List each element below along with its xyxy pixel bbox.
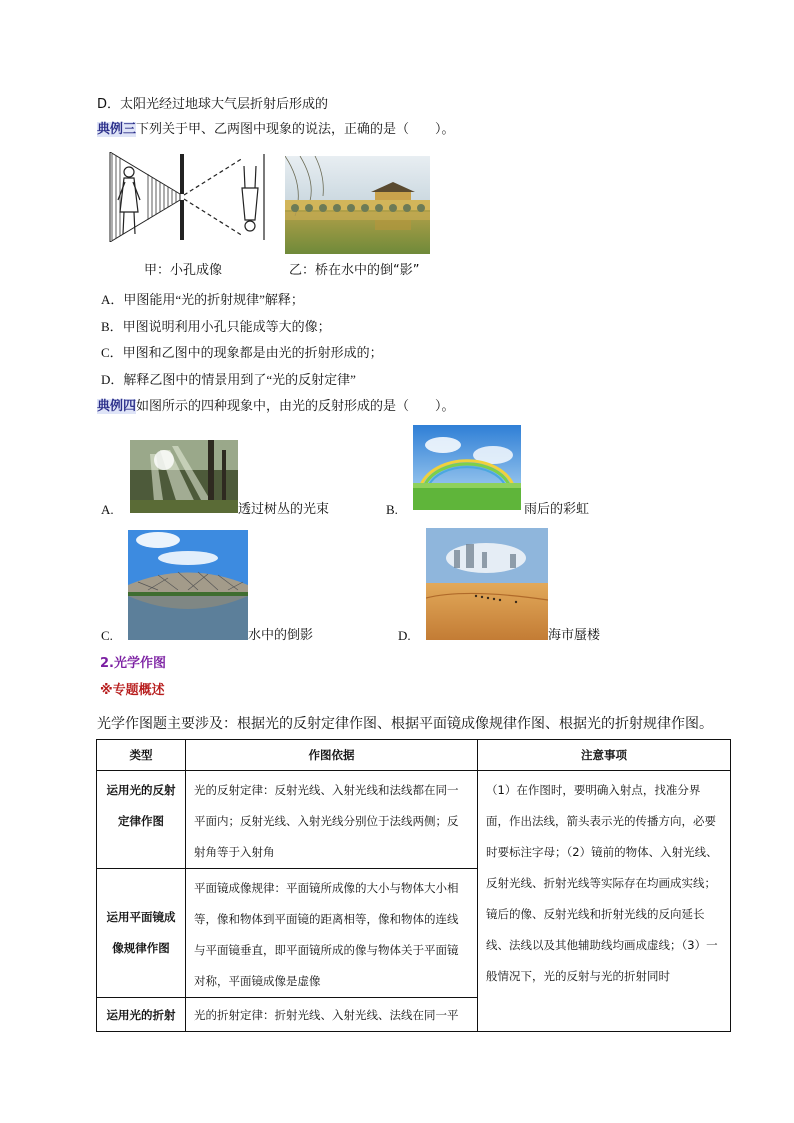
ex4-item-a-caption: 透过树丛的光束 [238,502,330,517]
water-reflection-photo [128,530,248,640]
row-2-basis: 平面镜成像规律：平面镜所成像的大小与物体大小相等，像和物体到平面镜的距离相等，像和物体的连线与平面镜垂直，即平面镜所成的像与物体关于平面镜对称，平面镜成像是虚像 [186,869,478,998]
table-header-row [97,740,731,771]
bridge-reflection-photo [285,156,430,254]
ex3-option-d: D．解释乙图中的情景用到了“光的反射定律” [101,372,356,387]
header-basis: 作图依据 [186,740,478,771]
previous-option-d: D．太阳光经过地球大气层折射后形成的 [97,97,329,112]
notes-cell: （1）在作图时，要明确入射点，找准分界面，作出法线，箭头表示光的传播方向，必要时要标注字母；（2）镜前的物体、入射光线、反射光线、折射光线等实际存在均画成实线；镜后的像、反射光线和折射光线的反向延长线、法线以及其他辅助线均画成虚线；（3）一般情况下，光的反射与光的折射同时 [478,771,731,1032]
section-heading: 2.光学作图 [100,656,166,671]
header-notes: 注意事项 [478,740,731,771]
light-beams-photo [130,440,238,513]
bridge-photo-illustration [285,156,430,254]
forest-light-illustration [130,440,238,513]
stadium-reflection-illustration [128,530,248,640]
caption-jia: 甲：小孔成像 [144,263,223,278]
row-3-type: 运用光的折射 [97,998,186,1032]
header-type: 类型 [97,740,186,771]
ex4-item-c-letter: C. [101,628,113,643]
caption-yi: 乙：桥在水中的倒“影” [289,263,420,278]
example-4-text: 如图所示的四种现象中，由光的反射形成的是（ ）。 [136,399,455,414]
ex3-option-a: A．甲图能用“光的折射规律”解释； [101,292,304,307]
section-subheading: ※专题概述 [100,683,165,698]
example-4-label: 典例四 [97,399,137,414]
row-2-type: 运用平面镜成像规律作图 [97,869,186,998]
optics-drawing-table [96,739,731,1032]
example-3-label: 典例三 [97,122,137,137]
row-3-basis: 光的折射定律：折射光线、入射光线、法线在同一平 [186,998,478,1032]
table-row [97,771,731,869]
ex3-option-c: C．甲图和乙图中的现象都是由光的折射形成的； [101,345,383,360]
ex4-item-b-letter: B. [386,502,398,517]
row-1-basis: 光的反射定律：反射光线、入射光线和法线都在同一平面内；反射光线、入射光线分别位于法线两侧；反射角等于入射角 [186,771,478,869]
ex3-option-b: B．甲图说明利用小孔只能成等大的像； [101,319,331,334]
rainbow-illustration [413,425,521,510]
rainbow-photo [413,425,521,510]
example-3-text: 下列关于甲、乙两图中现象的说法，正确的是（ ）。 [136,122,455,137]
ex4-item-a-letter: A. [101,502,114,517]
ex4-item-b-caption: 雨后的彩虹 [524,502,590,517]
row-1-type: 运用光的反射定律作图 [97,771,186,869]
desert-mirage-illustration [426,528,548,640]
example-4-question [97,398,455,416]
ex4-item-d-caption: 海市蜃楼 [548,628,601,643]
mirage-photo [426,528,548,640]
ex4-item-c-caption: 水中的倒影 [248,628,314,643]
pinhole-imaging-figure [108,152,268,242]
example-3-question [97,121,455,139]
pinhole-diagram [108,152,268,242]
section-intro: 光学作图题主要涉及：根据光的反射定律作图、根据平面镜成像规律作图、根据光的折射规律作图。 [97,716,713,732]
ex4-item-d-letter: D. [398,628,411,643]
